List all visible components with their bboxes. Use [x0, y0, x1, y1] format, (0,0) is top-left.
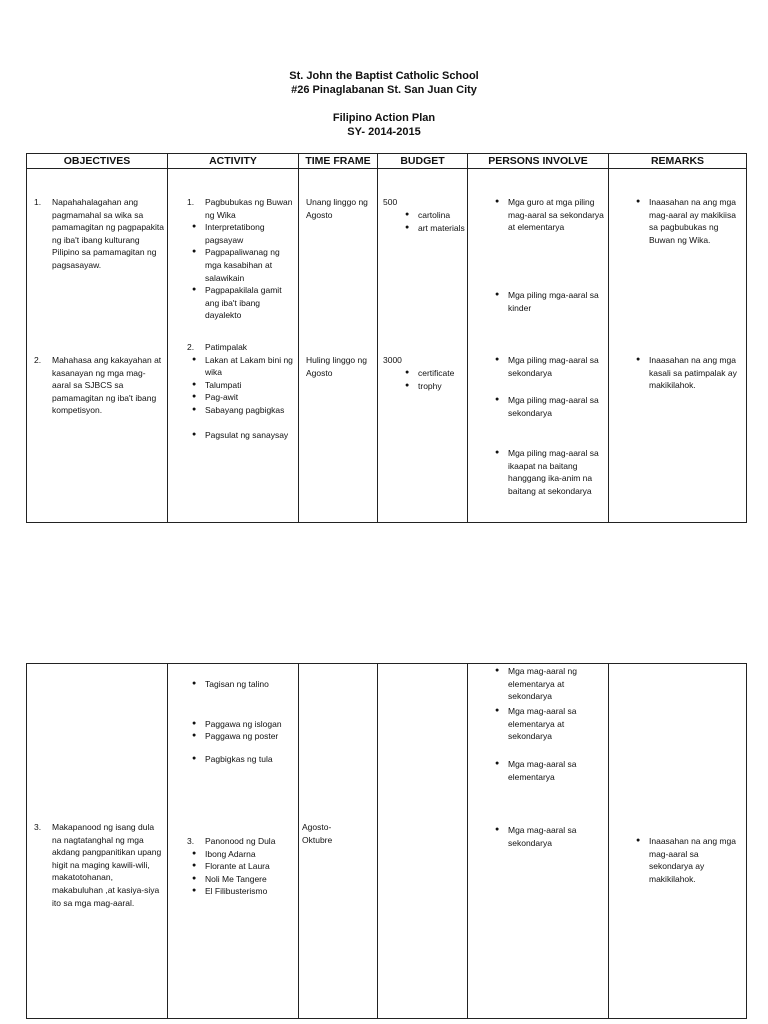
budget-1: 500: [383, 197, 398, 207]
remarks-1: ● Inaasahan na ang mga mag-aaral ay makikiisa sa pagbubukas ng Buwan ng Wika.: [636, 197, 736, 245]
school-name: St. John the Baptist Catholic School: [289, 70, 479, 82]
list-item: ● Florante at Laura: [192, 861, 270, 872]
persons-1a: ● Mga guro at mga piling mag-aaral sa sekondarya at elementarya: [495, 197, 604, 233]
activity-list-3b: [187, 835, 297, 898]
objective-text: Makapanood ng isang dula na nagtatanghal ng mga akdang pangpanitikan upang higit na maging kawili-wili, makatotohanan, makabuluhan ,at kasiya-siya ito sa mga mag-aaral.: [52, 822, 162, 908]
activity-list-1: [187, 196, 297, 322]
list-item: ● Tagisan ng talino: [192, 679, 269, 689]
remarks-2: ● Inaasahan na ang mga kasali sa patimpalak ay makikilahok.: [636, 355, 737, 391]
time-frame-1: Unang linggo ng Agosto: [306, 197, 368, 220]
time-frame-2: Huling linggo ng Agosto: [306, 355, 367, 378]
objective-number: 2.: [34, 355, 42, 365]
objective-number: 1.: [34, 197, 42, 207]
activity-list-3a: [192, 678, 297, 765]
school-address: #26 Pinaglabanan St. San Juan City: [291, 84, 477, 96]
action-plan-table-1: [26, 153, 747, 523]
objective-3: [34, 821, 164, 909]
time-frame-3: Agosto-Oktubre: [302, 822, 333, 845]
list-item: ● art materials: [405, 222, 465, 233]
col-persons-involve: PERSONS INVOLVE: [468, 154, 609, 169]
persons-2b: ● Mga piling mag-aaral sa sekondarya: [495, 395, 599, 418]
table-header-row: [27, 154, 747, 169]
table-row: [27, 169, 747, 523]
plan-title: Filipino Action Plan: [332, 112, 436, 124]
budget-items-2: [405, 367, 466, 392]
list-item: ● Sabayang pagbigkas: [192, 404, 285, 415]
list-item: ● Pag-awit: [192, 392, 239, 403]
list-item: ● Lakan at Lakam bini ng wika: [192, 354, 293, 378]
persons-2c: ● Mga piling mag-aaral sa ikaapat na baitang hanggang ika-anim na baitang at sekondarya: [495, 448, 599, 496]
list-item: ● Interpretatibong pagsayaw: [192, 222, 265, 245]
persons-3c: ● Mga mag-aaral sa elementarya: [495, 759, 577, 782]
col-budget: BUDGET: [378, 154, 468, 169]
persons-1b: ● Mga piling mga-aaral sa kinder: [495, 290, 599, 313]
persons-3b: ● Mga mag-aaral sa elementarya at sekondarya: [495, 706, 577, 742]
list-item: ● Pagpapaliwanag ng mga kasabihan at salawikain: [192, 247, 280, 283]
persons-3a: ● Mga mag-aaral ng elementarya at sekondarya: [495, 666, 577, 702]
col-remarks: REMARKS: [609, 154, 747, 169]
action-plan-table-2: [26, 663, 747, 1019]
objective-number: 3.: [34, 822, 42, 832]
table-row: [27, 664, 747, 1019]
list-item: ● Talumpati: [192, 379, 242, 390]
objective-text: Napahahalagahan ang pagmamahal sa wika sa pamamagitan ng pagpapakita ng iba't ibang kulturang Pilipino sa pamamagitan ng pagsasayaw.: [52, 197, 164, 270]
list-item: ● Pagpapakilala gamit ang iba't ibang dayalekto: [192, 285, 282, 321]
objective-text: Mahahasa ang kakayahan at kasanayan ng mga mag-aaral sa SJBCS sa pamamagitan ng iba't ibang kompetisyon.: [52, 355, 162, 416]
list-item: ● Ibong Adarna: [192, 848, 256, 859]
list-item: ● Paggawa ng poster: [192, 731, 279, 742]
list-item: ● Paggawa ng islogan: [192, 718, 282, 729]
col-time-frame: TIME FRAME: [299, 154, 378, 169]
list-item: 1. Pagbubukas ng Buwan ng Wika: [187, 197, 293, 220]
list-item: ● certificate: [405, 368, 455, 378]
remarks-3: ● Inaasahan na ang mga mag-aaral sa sekondarya ay makikilahok.: [636, 836, 736, 884]
col-objectives: OBJECTIVES: [27, 154, 168, 169]
activity-list-2: [187, 341, 297, 441]
list-item: ● Noli Me Tangere: [192, 873, 267, 884]
school-year: SY- 2014-2015: [347, 126, 421, 138]
objective-1: [34, 196, 164, 272]
budget-2: 3000: [383, 355, 402, 365]
objective-2: [34, 354, 164, 417]
list-item: ● cartolina: [405, 210, 451, 220]
list-item: ● Pagsulat ng sanaysay: [192, 429, 289, 440]
list-item: 3. Panonood ng Dula: [187, 836, 276, 846]
list-item: ● Pagbigkas ng tula: [192, 753, 273, 764]
list-item: ● El Filibusterismo: [192, 886, 268, 897]
persons-2a: ● Mga piling mag-aaral sa sekondarya: [495, 355, 599, 378]
persons-3d: ● Mga mag-aaral sa sekondarya: [495, 825, 577, 848]
col-activity: ACTIVITY: [168, 154, 299, 169]
budget-items-1: [405, 209, 466, 234]
list-item: ● trophy: [405, 380, 442, 391]
list-item: 2. Patimpalak: [187, 342, 248, 352]
